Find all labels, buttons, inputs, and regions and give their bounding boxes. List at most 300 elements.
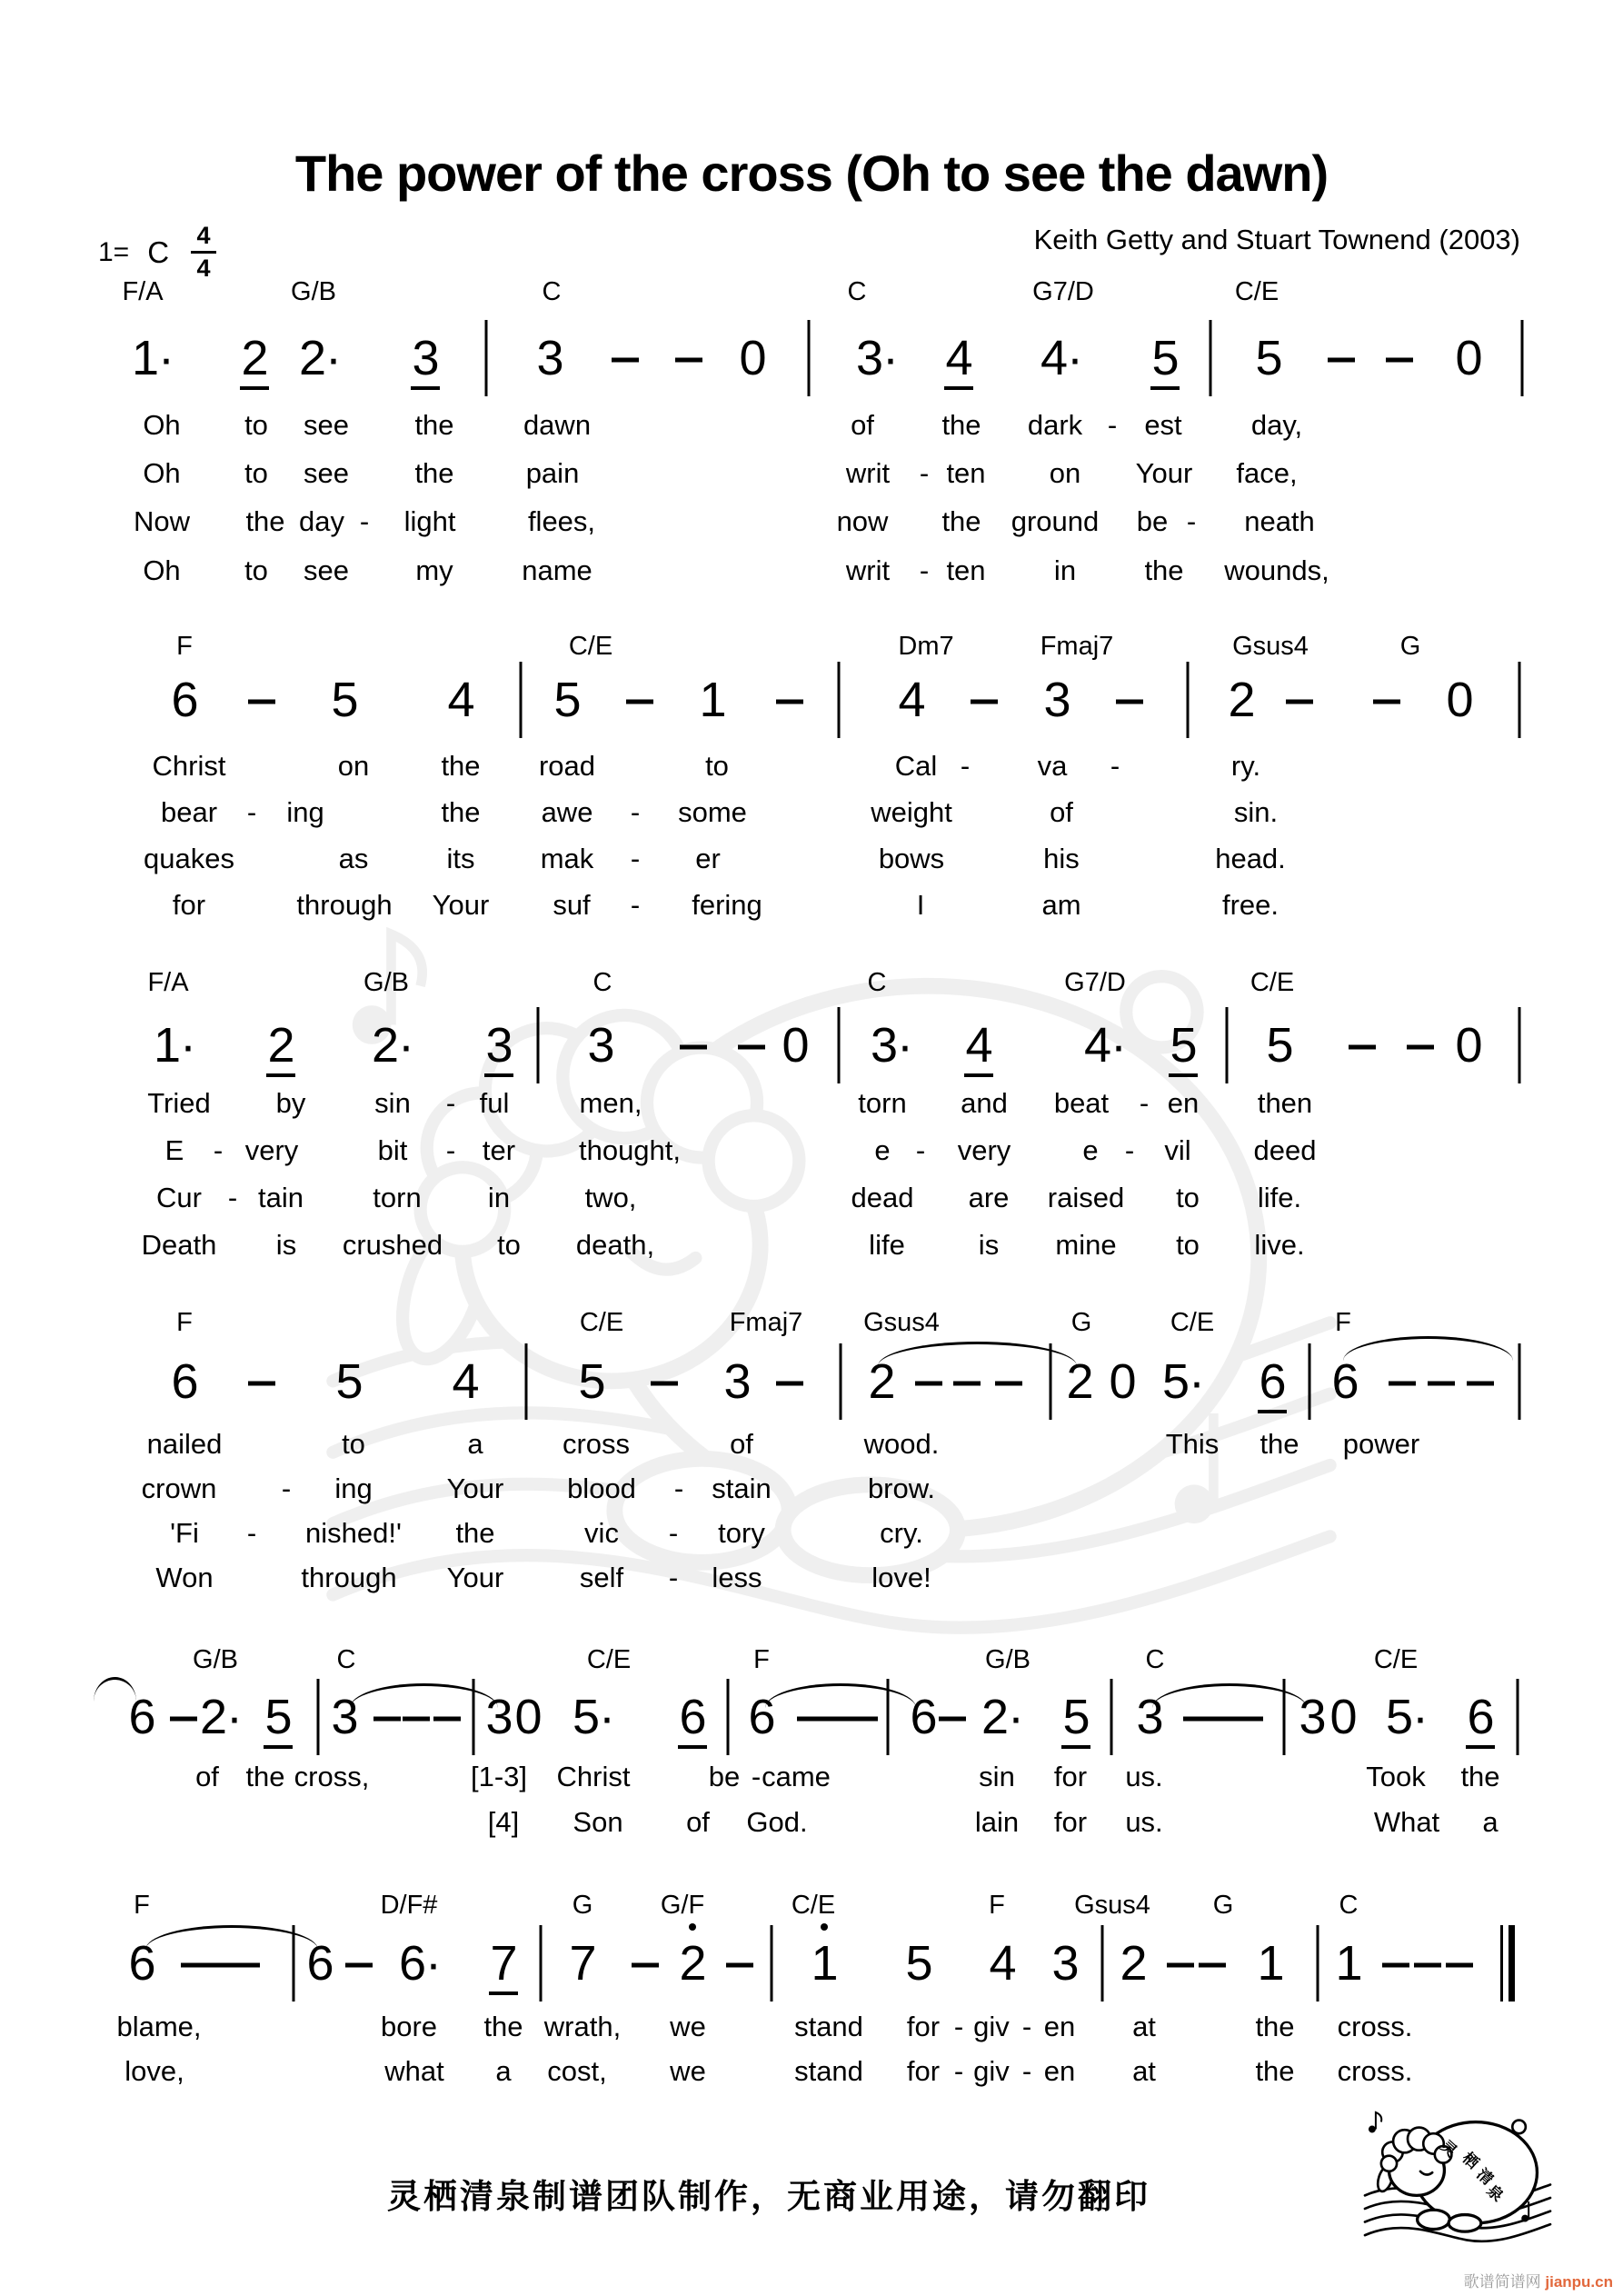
chord-label: G/B: [985, 1645, 1031, 1674]
lyric-word: men,: [579, 1087, 642, 1119]
lyric-word: see: [304, 457, 349, 489]
note-underline: [964, 1073, 993, 1077]
lyric-word: Won: [155, 1562, 214, 1593]
chord-label: C: [336, 1645, 356, 1674]
note-digit: 0: [1446, 673, 1473, 727]
duration-dash: [233, 1963, 260, 1968]
lyric-word: -: [281, 1472, 292, 1504]
lyric-word: is: [275, 1229, 297, 1261]
chord-label: C: [592, 968, 612, 997]
lyric-word: deed: [1253, 1134, 1317, 1166]
lyric-word: the: [1260, 1428, 1299, 1460]
lyric-word: Cur: [156, 1182, 202, 1213]
lyric-word: through: [296, 889, 393, 921]
final-barline-thin: [1500, 1925, 1503, 2002]
key-note: C: [147, 235, 170, 269]
bar-line: [520, 662, 523, 738]
note-digit: 6: [679, 1690, 706, 1744]
note-underline: [678, 1745, 707, 1749]
lyric-word: the: [1460, 1761, 1500, 1792]
lyric-word: -: [1107, 409, 1118, 441]
lyric-word: life.: [1257, 1182, 1302, 1213]
duration-dash: [612, 358, 639, 363]
bar-line: [525, 1343, 528, 1420]
lyric-word: a: [1482, 1806, 1499, 1838]
note-digit: 1: [699, 673, 726, 727]
note-digit: 5: [1266, 1018, 1293, 1073]
note-digit: 3: [412, 331, 439, 385]
bar-line: [838, 1007, 841, 1083]
lyric-word: day,: [1250, 409, 1303, 441]
lyric-word: vil: [1164, 1134, 1191, 1166]
lyric-word: Took: [1366, 1761, 1426, 1792]
duration-dash: [403, 1717, 430, 1722]
lyric-word: bore: [380, 2011, 438, 2042]
key-prefix: 1=: [98, 236, 130, 267]
chord-label: F: [134, 1891, 150, 1920]
lyric-word: Your: [446, 1472, 504, 1504]
note-digit: 5: [1151, 331, 1179, 385]
note-digit: 3: [723, 1354, 751, 1409]
key-signature: [98, 224, 216, 281]
chord-label: G: [1399, 632, 1421, 661]
chord-label: F: [176, 1308, 193, 1337]
lyric-word: writ: [845, 554, 891, 586]
note-digit: 0: [782, 1018, 809, 1073]
lyric-word: quakes: [144, 843, 234, 874]
lyric-word: cross.: [1337, 2055, 1413, 2087]
lyric-word: face,: [1236, 457, 1298, 489]
lyric-word: neath: [1244, 505, 1315, 537]
note-digit: 4: [452, 1354, 479, 1409]
note-digit: 5: [553, 673, 581, 727]
duration-dash: [1286, 700, 1313, 704]
duration-dash: [345, 1963, 373, 1968]
lyric-word: Your: [432, 889, 490, 921]
bar-line: [485, 320, 488, 396]
note-digit: 2·: [981, 1690, 1024, 1744]
lyric-word: self: [579, 1562, 624, 1593]
note-underline: [1169, 1073, 1198, 1077]
lyric-word: free.: [1221, 889, 1279, 921]
lyric-word: Oh: [143, 457, 181, 489]
chord-label: G: [572, 1891, 593, 1920]
duration-dash: [1414, 1963, 1441, 1968]
lyric-word: to: [1176, 1182, 1200, 1213]
chord-label: Dm7: [898, 632, 954, 661]
duration-dash: [953, 1382, 981, 1386]
lyric-word: thought,: [578, 1134, 682, 1166]
note-digit: 2: [1120, 1936, 1147, 1991]
lyric-word: road: [538, 750, 596, 782]
lyric-word: love,: [124, 2055, 184, 2087]
lyric-word: the: [414, 457, 454, 489]
lyric-word: through: [301, 1562, 397, 1593]
lyric-word: en: [1043, 2055, 1076, 2087]
note-digit: 4: [945, 331, 972, 385]
lyric-word: e: [1082, 1134, 1099, 1166]
bar-line: [537, 1007, 540, 1083]
note-underline: [266, 1073, 295, 1077]
duration-dash: [915, 1382, 942, 1386]
lyric-word: torn: [858, 1087, 907, 1119]
lyric-word: ry.: [1230, 750, 1261, 782]
lyric-word: the: [414, 409, 454, 441]
lyric-word: sin: [979, 1761, 1015, 1792]
lyric-word: see: [304, 409, 349, 441]
lyric-word: -: [1110, 750, 1120, 782]
lyric-word: the: [441, 796, 481, 828]
lyric-word: cross,: [294, 1761, 370, 1792]
note-digit: 3: [485, 1690, 513, 1744]
lyric-word: of: [851, 409, 874, 441]
chord-label: C: [847, 277, 867, 306]
duration-dash: [1389, 1382, 1416, 1386]
tie-arc: [350, 1683, 498, 1708]
lyric-word: -: [227, 1182, 238, 1213]
logo-char: 栖: [1458, 2149, 1482, 2173]
note-digit: 1: [811, 1936, 838, 1991]
duration-dash: [680, 1045, 707, 1050]
note-digit: 2: [267, 1018, 294, 1073]
lyric-word: of: [686, 1806, 710, 1838]
lyric-word: -: [953, 2011, 964, 2042]
note-digit: 6: [1331, 1354, 1359, 1409]
lyric-word: what: [384, 2055, 444, 2087]
duration-dash: [1349, 1045, 1376, 1050]
time-signature: [191, 224, 216, 281]
note-digit: 5·: [1161, 1354, 1205, 1409]
duration-dash: [971, 700, 998, 704]
lyric-word: -: [246, 796, 257, 828]
bar-line: [1226, 1007, 1229, 1083]
duration-dash: [1386, 358, 1413, 363]
lyric-word: ing: [334, 1472, 373, 1504]
bar-line: [1110, 1679, 1113, 1755]
lyric-word: -: [1139, 1087, 1150, 1119]
note-digit: 6: [910, 1690, 937, 1744]
song-title: The power of the cross (Oh to see the dawn): [294, 145, 1329, 202]
note-digit: 0: [514, 1690, 542, 1744]
chord-label: C/E: [568, 632, 613, 661]
lyric-word: -: [213, 1134, 224, 1166]
lyric-word: -: [1021, 2011, 1032, 2042]
lyric-word: dead: [851, 1182, 914, 1213]
lyric-word: we: [670, 2055, 706, 2087]
duration-dash: [1210, 1717, 1237, 1722]
lyric-word: vic: [584, 1517, 619, 1549]
lyric-word: us.: [1125, 1761, 1163, 1792]
lyric-word: E: [164, 1134, 184, 1166]
lyric-word: at: [1132, 2055, 1156, 2087]
lyric-word: to: [244, 409, 268, 441]
lyric-word: blood: [567, 1472, 636, 1504]
note-underline: [484, 1073, 513, 1077]
chord-label: F/A: [147, 968, 189, 997]
note-digit: 4·: [1083, 1018, 1127, 1073]
lyric-word: in: [487, 1182, 511, 1213]
lyric-word: the: [941, 505, 981, 537]
lyric-word: ten: [946, 457, 986, 489]
note-digit: 6·: [398, 1936, 442, 1991]
site-name: 歌谱简谱网: [1463, 2273, 1546, 2291]
lyric-word: -: [668, 1562, 679, 1593]
lyric-word: -: [630, 843, 641, 874]
lyric-word: bear: [160, 796, 218, 828]
lyric-word: ground: [1011, 505, 1100, 537]
bar-line: [1187, 662, 1190, 738]
lyric-word: to: [244, 457, 268, 489]
note-underline: [489, 1992, 518, 1995]
lyric-word: -: [1124, 1134, 1135, 1166]
lyric-word: [1-3]: [470, 1761, 528, 1792]
lyric-word: stain: [712, 1472, 772, 1504]
octave-dot: [689, 1923, 696, 1931]
chord-label: Gsus4: [1232, 632, 1309, 661]
bar-line: [1517, 1679, 1519, 1755]
chord-label: C: [542, 277, 562, 306]
lyric-word: suf: [553, 889, 591, 921]
lyric-word: the: [1144, 554, 1184, 586]
lyric-word: ter: [482, 1134, 516, 1166]
logo-char: 清: [1472, 2165, 1497, 2190]
note-digit: 6: [128, 1936, 155, 1991]
lyric-word: the: [483, 2011, 523, 2042]
lyric-word: ful: [479, 1087, 510, 1119]
lyric-word: of: [195, 1761, 219, 1792]
lyric-word: est: [1144, 409, 1182, 441]
lyric-word: Death: [141, 1229, 217, 1261]
note-digit: 4: [989, 1936, 1016, 1991]
lyric-word: very: [244, 1134, 299, 1166]
note-underline: [1258, 1410, 1287, 1413]
lyric-word: -: [919, 554, 930, 586]
tie-arc: [765, 1683, 916, 1708]
note-underline: [1150, 386, 1180, 390]
octave-dot: [821, 1923, 828, 1931]
lyric-word: Christ: [152, 750, 226, 782]
note-digit: 3: [1043, 673, 1070, 727]
note-digit: 4·: [1040, 331, 1083, 385]
duration-dash: [1116, 700, 1143, 704]
lyric-word: for: [906, 2055, 941, 2087]
note-digit: 5: [335, 1354, 363, 1409]
duration-dash: [1467, 1382, 1494, 1386]
bar-line: [838, 662, 841, 738]
note-digit: 5: [578, 1354, 605, 1409]
lyric-word: name: [522, 554, 592, 586]
lyric-word: beat: [1053, 1087, 1110, 1119]
note-digit: 6: [1259, 1354, 1286, 1409]
note-digit: 3: [587, 1018, 614, 1073]
note-digit: 1·: [131, 331, 174, 385]
lyric-word: wrath,: [543, 2011, 622, 2042]
chord-label: C/E: [1234, 277, 1279, 306]
bar-line: [1518, 662, 1521, 738]
chord-label: F: [753, 1645, 770, 1674]
duration-dash: [373, 1717, 401, 1722]
lyric-word: dark: [1027, 409, 1083, 441]
lyric-word: bit: [377, 1134, 408, 1166]
lyric-word: sin.: [1233, 796, 1279, 828]
lyric-word: of: [730, 1428, 753, 1460]
lyric-word: stand: [794, 2055, 863, 2087]
duration-dash: [1199, 1963, 1226, 1968]
note-digit: 6: [171, 673, 198, 727]
lyric-word: crushed: [342, 1229, 443, 1261]
lyric-word: am: [1041, 889, 1081, 921]
lyric-word: -: [630, 796, 641, 828]
lyric-word: head.: [1215, 843, 1286, 874]
note-digit: 0: [739, 331, 766, 385]
lyric-word: on: [337, 750, 370, 782]
logo-char: 灵: [1436, 2137, 1460, 2161]
chord-label: C/E: [1250, 968, 1295, 997]
lyric-word: I: [916, 889, 925, 921]
lyric-word: tory: [718, 1517, 765, 1549]
lyric-word: his: [1043, 843, 1080, 874]
duration-dash: [626, 700, 653, 704]
note-underline: [240, 386, 269, 390]
lyric-word: its: [446, 843, 475, 874]
note-digit: 1: [1257, 1936, 1284, 1991]
lyric-word: two,: [584, 1182, 637, 1213]
bar-line: [1317, 1925, 1319, 2002]
chord-label: G7/D: [1032, 277, 1094, 306]
note-digit: 3: [331, 1690, 358, 1744]
site-url: jianpu.cn: [1545, 2273, 1613, 2291]
chord-label: Fmaj7: [1040, 632, 1114, 661]
bar-line: [540, 1925, 543, 2002]
lyric-word: Tried: [147, 1087, 211, 1119]
duration-dash: [651, 1382, 678, 1386]
note-digit: 5: [905, 1936, 932, 1991]
note-digit: 3·: [870, 1018, 913, 1073]
duration-dash: [939, 1717, 966, 1722]
lyric-word: giv: [973, 2011, 1010, 2042]
duration-dash: [797, 1717, 824, 1722]
lyric-word: death,: [575, 1229, 655, 1261]
footer-notice: 灵栖清泉制谱团队制作，无商业用途，请勿翻印: [387, 2176, 1150, 2216]
lyric-word: life: [869, 1229, 905, 1261]
chord-label: F: [176, 632, 193, 661]
lyric-word: and: [961, 1087, 1008, 1119]
lyric-word: are: [968, 1182, 1010, 1213]
note-digit: 5·: [1385, 1690, 1429, 1744]
bar-line: [1101, 1925, 1104, 2002]
lyric-word: -: [1186, 505, 1197, 537]
duration-dash: [1428, 1382, 1455, 1386]
note-digit: 2: [1228, 673, 1255, 727]
duration-dash: [248, 1382, 275, 1386]
duration-dash: [675, 358, 702, 363]
lyric-word: cost,: [547, 2055, 607, 2087]
lyric-word: on: [1049, 457, 1081, 489]
lyric-word: sin: [374, 1087, 411, 1119]
note-digit: 3: [485, 1018, 513, 1073]
lyric-word: power: [1342, 1428, 1420, 1460]
note-digit: 7: [490, 1936, 517, 1991]
lyric-word: the: [1255, 2011, 1295, 2042]
watermark-sheep: [314, 895, 1349, 1672]
lyric-word: the: [1255, 2055, 1295, 2087]
note-digit: 7: [569, 1936, 596, 1991]
lyric-word: stand: [794, 2011, 863, 2042]
note-digit: 6: [306, 1936, 334, 1991]
lyric-word: cross.: [1337, 2011, 1413, 2042]
lyric-word: pain: [525, 457, 580, 489]
chord-label: G/B: [193, 1645, 238, 1674]
chord-label: C: [1339, 1891, 1359, 1920]
lyric-word: we: [670, 2011, 706, 2042]
lyric-word: God.: [746, 1806, 808, 1838]
lyric-word: cross: [562, 1428, 631, 1460]
bar-line: [771, 1925, 773, 2002]
chord-label: F: [1335, 1308, 1351, 1337]
lyric-word: fering: [692, 889, 762, 921]
lyric-word: of: [1050, 796, 1073, 828]
chord-label: Gsus4: [1074, 1891, 1150, 1920]
lyric-word: us.: [1125, 1806, 1163, 1838]
chord-label: Gsus4: [863, 1308, 940, 1337]
duration-dash: [1446, 1963, 1473, 1968]
lyric-word: Christ: [556, 1761, 631, 1792]
chord-label: G: [1070, 1308, 1092, 1337]
chord-label: G: [1212, 1891, 1234, 1920]
duration-dash: [1167, 1963, 1194, 1968]
bar-line: [1210, 320, 1212, 396]
note-digit: 5: [1062, 1690, 1090, 1744]
lyric-word: -: [919, 457, 930, 489]
lyric-word: ten: [946, 554, 986, 586]
lyric-word: the: [941, 409, 981, 441]
bar-line: [1518, 1343, 1521, 1420]
duration-dash: [824, 1717, 851, 1722]
lyric-word: is: [978, 1229, 1000, 1261]
chord-label: F/A: [122, 277, 164, 306]
lyric-word: lain: [974, 1806, 1020, 1838]
lyric-word: to: [497, 1229, 521, 1261]
chord-label: Fmaj7: [729, 1308, 803, 1337]
note-digit: 6: [128, 1690, 155, 1744]
lyric-word: for: [1053, 1806, 1088, 1838]
lyric-word: wood.: [863, 1428, 940, 1460]
site-credit: [1464, 2269, 1613, 2291]
note-digit: 0: [1455, 331, 1482, 385]
lyric-word: crown: [141, 1472, 217, 1504]
chord-label: D/F#: [380, 1891, 438, 1920]
note-digit: 3: [1136, 1690, 1163, 1744]
publisher-logo-sheep: [1361, 2105, 1554, 2250]
lyric-word: Your: [446, 1562, 504, 1593]
note-digit: 5: [331, 673, 358, 727]
lyric-word: en: [1043, 2011, 1076, 2042]
lyric-word: torn: [373, 1182, 422, 1213]
lyric-word: the: [245, 1761, 285, 1792]
chord-label: C/E: [791, 1891, 836, 1920]
duration-dash: [1183, 1717, 1210, 1722]
note-underline: [264, 1745, 293, 1749]
note-digit: 6: [171, 1354, 198, 1409]
lyric-word: -: [445, 1134, 456, 1166]
duration-dash: [851, 1717, 878, 1722]
lyric-word: [4]: [487, 1806, 520, 1838]
lyric-word: for: [172, 889, 206, 921]
duration-dash: [776, 1382, 803, 1386]
lyric-word: came: [762, 1761, 831, 1792]
note-digit: 3: [536, 331, 563, 385]
lyric-word: -: [953, 2055, 964, 2087]
